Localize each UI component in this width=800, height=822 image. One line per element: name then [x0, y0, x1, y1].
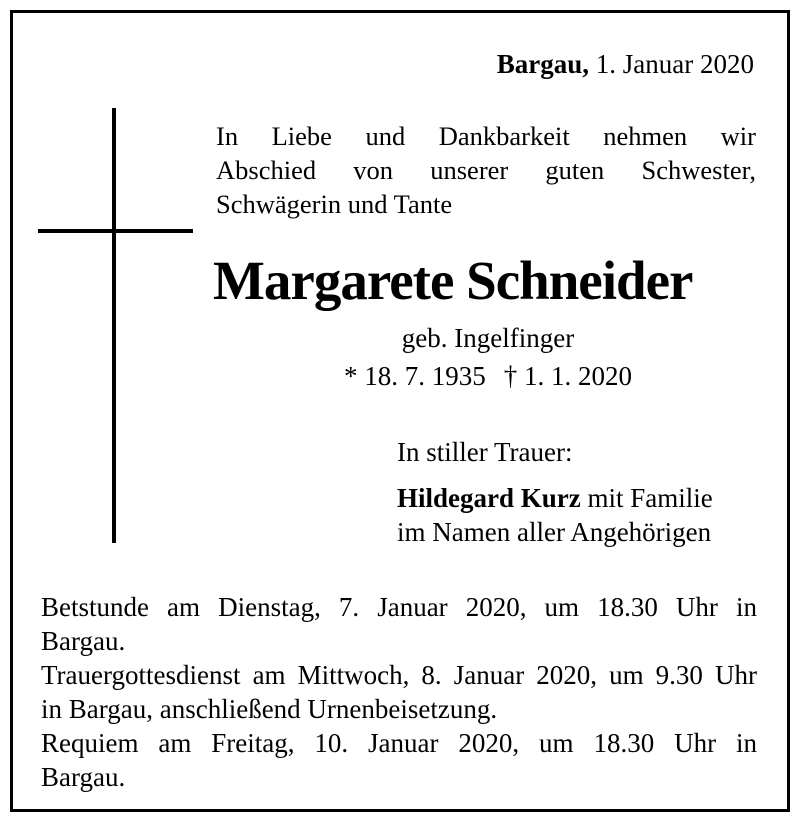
- life-dates: [213, 361, 763, 392]
- mourners-line: [397, 481, 713, 515]
- service-line: Trauergottesdienst am Mittwoch, 8. Januar 2020, um 9.30 Uhr: [41, 660, 757, 690]
- intro-line: Schwägerin und Tante: [216, 189, 453, 219]
- place: Bargau,: [496, 49, 590, 79]
- mourner-suffix: mit Familie: [587, 483, 713, 513]
- birth-name: geb. Ingelfinger: [401, 323, 575, 353]
- birth-date: * 18. 7. 1935: [344, 361, 486, 391]
- service-line: Bargau.: [41, 626, 126, 656]
- cross-icon-bar: [38, 229, 193, 233]
- mourners-heading: In stiller Trauer:: [397, 437, 573, 467]
- service-info: [41, 590, 757, 794]
- death-date: † 1. 1. 2020: [503, 361, 632, 391]
- obituary-notice: [10, 10, 790, 812]
- service-line: Betstunde am Dienstag, 7. Januar 2020, um 18.30 Uhr in: [41, 592, 757, 622]
- mourner-name: Hildegard Kurz: [397, 483, 581, 513]
- deceased-name: Margarete Schneider: [213, 250, 693, 311]
- mourners-line-2: im Namen aller Angehörigen: [397, 517, 712, 547]
- notice-date: 1. Januar 2020: [595, 49, 754, 79]
- mourners: [397, 435, 713, 549]
- cross-icon: [112, 108, 116, 543]
- intro-text: [216, 119, 756, 221]
- service-line: Bargau.: [41, 762, 126, 792]
- service-line: in Bargau, anschließend Urnenbeisetzung.: [41, 694, 498, 724]
- place-date: [497, 49, 754, 80]
- service-line: Requiem am Freitag, 10. Januar 2020, um 18.30 Uhr in: [41, 728, 757, 758]
- intro-line: In Liebe und Dankbarkeit nehmen wir: [216, 121, 756, 151]
- intro-line: Abschied von unserer guten Schwester,: [216, 155, 756, 185]
